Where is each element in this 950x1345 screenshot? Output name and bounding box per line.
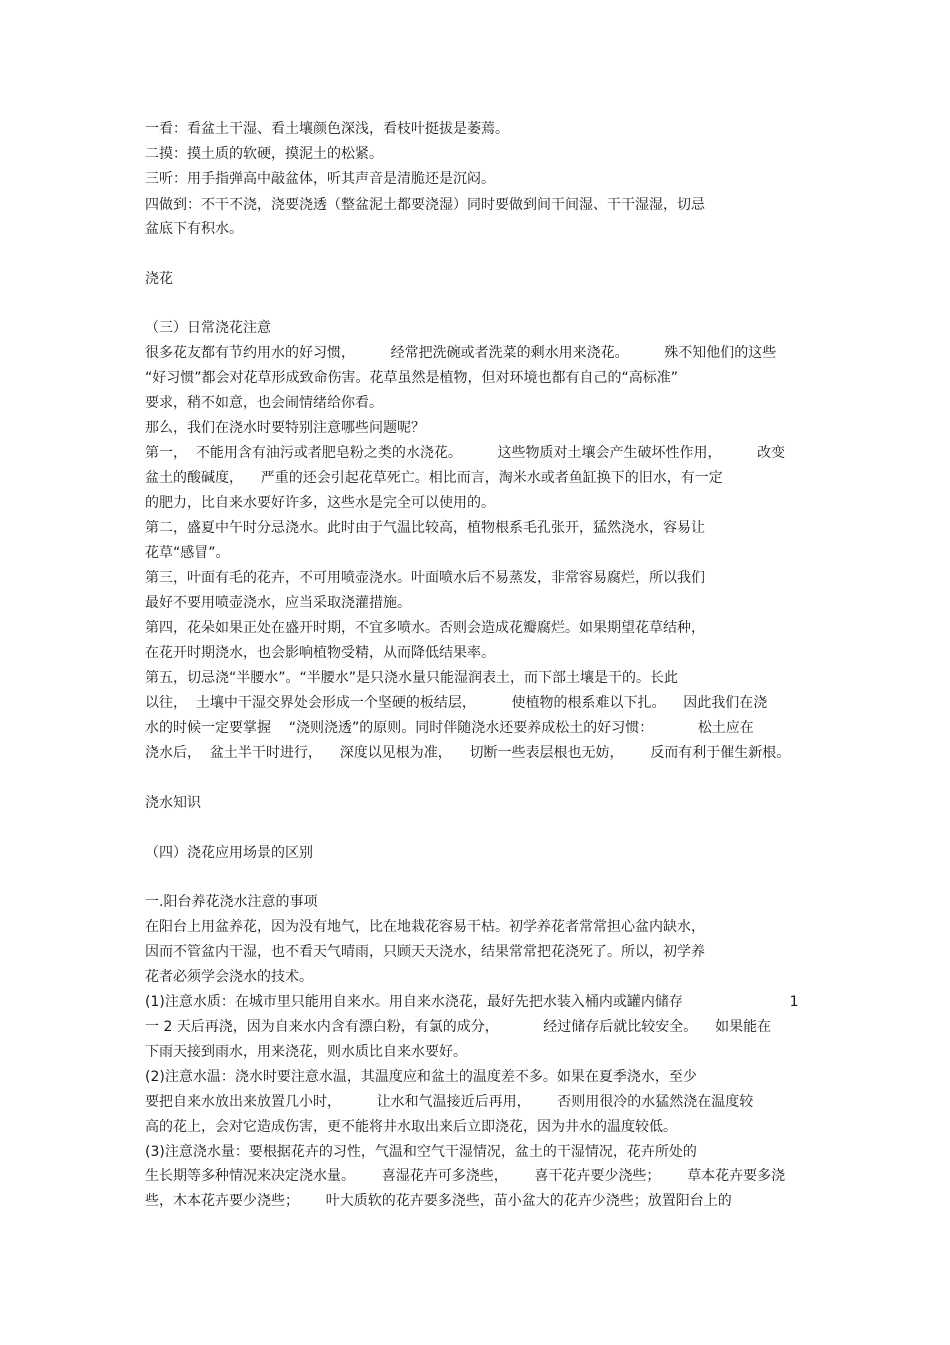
section-heading: （三）日常浇花注意 [145,320,271,336]
text-line: 些，木本花卉要少浇些； 叶大质软的花卉要多浇些，苗小盆大的花卉少浇些；放置阳台上的 [145,1193,732,1209]
text-line: 二摸：摸土质的软硬，摸泥土的松紧。 [145,146,383,162]
text-line: (1)注意水质：在城市里只能用自来水。用自来水浇花，最好先把水装入桶内或罐内储存 1 [145,994,799,1010]
text-line: (3)注意浇水量：要根据花卉的习性，气温和空气干湿情况，盆土的干湿情况，花卉所处的 [145,1144,697,1160]
text-line: 三听：用手指弹高中敲盆体，听其声音是清脆还是沉闷。 [145,171,495,187]
text-line: 第二，盛夏中午时分忌浇水。此时由于气温比较高，植物根系毛孔张开，猛然浇水，容易让 [145,520,705,536]
text-line: 一 2 天后再浇，因为自来水内含有漂白粉，有氯的成分， 经过储存后就比较安全。 如果能在 [145,1019,772,1035]
text-line: 水的时候一定要掌握 “浇则浇透”的原则。同时伴随浇水还要养成松土的好习惯： 松土应在 [145,720,754,736]
text-line: 盆底下有积水。 [145,221,243,237]
text-line: 下雨天接到雨水，用来浇花，则水质比自来水要好。 [145,1044,467,1060]
text-line: 要求，稍不如意，也会闹情绪给你看。 [145,395,383,411]
text-line: 四做到：不干不浇，浇要浇透（整盆泥土都要浇湿）同时要做到间干间湿、干干湿湿，切忌 [145,197,705,213]
text-line: 生长期等多种情况来决定浇水量。 喜湿花卉可多浇些， 喜干花卉要少浇些； 草本花卉要多浇 [145,1168,786,1184]
text-line: 第三，叶面有毛的花卉，不可用喷壶浇水。叶面喷水后不易蒸发，非常容易腐烂，所以我们 [145,570,705,586]
text-line: “好习惯”都会对花草形成致命伤害。花草虽然是植物，但对环境也都有自己的“高标准” [145,370,679,386]
text-line: 在花开时期浇水，也会影响植物受精，从而降低结果率。 [145,645,495,661]
text-line: 在阳台上用盆养花，因为没有地气，比在地栽花容易干枯。初学养花者常常担心盆内缺水， [145,919,705,935]
text-line: 花草“感冒”。 [145,545,230,561]
text-line: (2)注意水温：浇水时要注意水温，其温度应和盆土的温度差不多。如果在夏季浇水，至少 [145,1069,697,1085]
text-line: 第一， 不能用含有油污或者肥皂粉之类的水浇花。 这些物质对土壤会产生破坏性作用， 改变 [145,445,786,461]
text-line: 最好不要用喷壶浇水，应当采取浇灌措施。 [145,595,411,611]
text-line: 很多花友都有节约用水的好习惯， 经常把洗碗或者洗菜的剩水用来浇花。 殊不知他们的这些 [145,345,777,361]
text-line: 以往， 土壤中干湿交界处会形成一个坚硬的板结层， 使植物的根系难以下扎。 因此我们在浇 [145,695,768,711]
text-line: 因而不管盆内干湿，也不看天气晴雨，只顾天天浇水，结果常常把花浇死了。所以，初学养 [145,944,705,960]
text-line: 高的花上，会对它造成伤害，更不能将井水取出来后立即浇花，因为井水的温度较低。 [145,1119,677,1135]
text-line: 第四，花朵如果正处在盛开时期，不宜多喷水。否则会造成花瓣腐烂。如果期望花草结种， [145,620,705,636]
subsection-heading: 一.阳台养花浇水注意的事项 [145,894,318,910]
text-line: 花者必须学会浇水的技术。 [145,969,313,985]
text-line: 的肥力，比自来水要好许多，这些水是完全可以使用的。 [145,495,495,511]
section-heading: 浇花 [145,271,173,287]
text-line: 第五，切忌浇“半腰水”。“半腰水”是只浇水量只能湿润表土，而下部土壤是干的。长此 [145,670,679,686]
text-line: 那么，我们在浇水时要特别注意哪些问题呢？ [145,420,425,436]
text-line: 一看：看盆土干湿、看土壤颜色深浅，看枝叶挺拔是萎蔫。 [145,121,509,137]
text-line: 盆土的酸碱度， 严重的还会引起花草死亡。相比而言，淘米水或者鱼缸换下的旧水，有一定 [145,470,723,486]
text-line: 要把自来水放出来放置几小时， 让水和气温接近后再用， 否则用很冷的水猛然浇在温度较 [145,1094,754,1110]
section-heading: （四）浇花应用场景的区别 [145,845,313,861]
section-heading: 浇水知识 [145,795,201,811]
text-line: 浇水后， 盆土半干时进行， 深度以见根为准， 切断一些表层根也无妨， 反而有利于催生新根。 [145,745,791,761]
